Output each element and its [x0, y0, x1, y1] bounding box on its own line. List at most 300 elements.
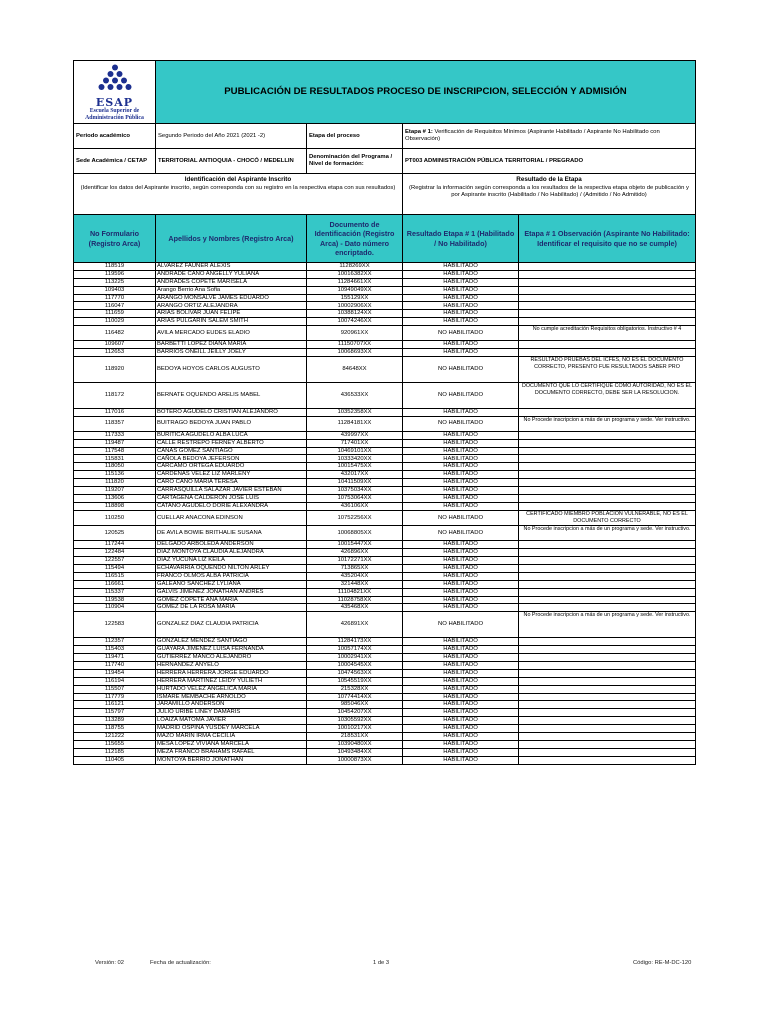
cell-resultado: NO HABILITADO	[403, 356, 519, 382]
cell-observacion	[519, 588, 696, 596]
cell-nombre: CALLE RESTREPO FERNEY ALBERTO	[156, 439, 307, 447]
cell-observacion	[519, 471, 696, 479]
cell-observacion: No Procede inscripcion a más de un programa y sede. Ver instructivo.	[519, 416, 696, 431]
table-row	[74, 541, 696, 549]
cell-documento: 10545519XX	[307, 677, 403, 685]
table-row	[74, 669, 696, 677]
cell-nombre: BURITICA AGUDELO ALBA LUCA	[156, 431, 307, 439]
cell-nombre: GOMEZ COPETE ANA MARIA	[156, 596, 307, 604]
table-row	[74, 356, 696, 382]
cell-documento: 920961XX	[307, 326, 403, 341]
cell-nombre: FRANCO OLMOS ALBA PATRICIA	[156, 572, 307, 580]
table-row	[74, 654, 696, 662]
cell-nombre: ECHAVARRIA OQUENDO NILTON ARLEY	[156, 564, 307, 572]
cell-documento: 10016382XX	[307, 270, 403, 278]
cell-observacion	[519, 604, 696, 612]
cell-resultado: HABILITADO	[403, 661, 519, 669]
cell-resultado: HABILITADO	[403, 733, 519, 741]
cell-formulario: 111659	[74, 310, 156, 318]
cell-observacion: No Procede inscripcion a más de un programa y sede. Ver instructivo.	[519, 526, 696, 541]
cell-documento: 11104821XX	[307, 588, 403, 596]
table-row	[74, 326, 696, 341]
cell-nombre: ANDRADE CANO ANGELLY YULIANA	[156, 270, 307, 278]
cell-formulario: 112357	[74, 638, 156, 646]
table-row	[74, 439, 696, 447]
cell-resultado: HABILITADO	[403, 596, 519, 604]
cell-nombre: JARAMILLO ANDERSON	[156, 701, 307, 709]
cell-resultado: HABILITADO	[403, 318, 519, 326]
table-row	[74, 557, 696, 565]
cell-observacion	[519, 557, 696, 565]
cell-observacion: DOCUMENTO QUE LO CERTIFIQUE COMO AUTORIDAD, NO ES EL DOCUMENTO CORRECTO, DEBE SER LA RESOLUCION.	[519, 382, 696, 408]
footer-version: Versión: 02	[95, 960, 125, 966]
cell-observacion	[519, 455, 696, 463]
table-row	[74, 717, 696, 725]
cell-resultado: HABILITADO	[403, 431, 519, 439]
table-row	[74, 502, 696, 510]
cell-observacion	[519, 286, 696, 294]
cell-nombre: GONZALEZ MENDEZ SANTIAGO	[156, 638, 307, 646]
cell-observacion	[519, 302, 696, 310]
cell-documento: 10752256XX	[307, 510, 403, 526]
cell-formulario: 118898	[74, 502, 156, 510]
cell-documento: 10015447XX	[307, 541, 403, 549]
cell-formulario: 116515	[74, 572, 156, 580]
cell-resultado: HABILITADO	[403, 604, 519, 612]
cell-documento: 435204XX	[307, 572, 403, 580]
cell-resultado: HABILITADO	[403, 638, 519, 646]
cell-observacion	[519, 431, 696, 439]
cell-nombre: AVILA MERCADO EUDES ELADIO	[156, 326, 307, 341]
cell-formulario: 110250	[74, 510, 156, 526]
page-title: PUBLICACIÓN DE RESULTADOS PROCESO DE INSCRIPCION, SELECCIÓN Y ADMISIÓN	[156, 61, 696, 124]
cell-formulario: 115136	[74, 471, 156, 479]
cell-nombre: CAÑAS GOMEZ SANTIAGO	[156, 447, 307, 455]
cell-formulario: 118755	[74, 725, 156, 733]
cell-observacion	[519, 349, 696, 357]
footer-codigo: Código: RE-M-DC-120	[633, 960, 692, 966]
table-row	[74, 756, 696, 764]
table-row	[74, 263, 696, 271]
section-resultado	[403, 174, 696, 215]
cell-resultado: HABILITADO	[403, 263, 519, 271]
cell-formulario: 117770	[74, 294, 156, 302]
cell-documento: 432017XX	[307, 471, 403, 479]
cell-documento: 10015475XX	[307, 463, 403, 471]
etapa-text: Verificación de Requisitos Mínimos (Aspirante Habilitado / Aspirante No Habilitado con Observación)	[405, 129, 660, 142]
cell-nombre: ARIAS PULGARIN SALEM SMITH	[156, 318, 307, 326]
cell-resultado: HABILITADO	[403, 701, 519, 709]
cell-resultado: HABILITADO	[403, 557, 519, 565]
cell-formulario: 118172	[74, 382, 156, 408]
cell-nombre: MESA LOPEZ VIVIANA MARCELA	[156, 740, 307, 748]
sede-value: TERRITORIAL ANTIOQUIA - CHOCÓ / MEDELLIN	[156, 149, 307, 174]
cell-formulario: 115831	[74, 455, 156, 463]
cell-resultado: HABILITADO	[403, 588, 519, 596]
cell-resultado: HABILITADO	[403, 471, 519, 479]
cell-formulario: 118357	[74, 416, 156, 431]
cell-formulario: 119454	[74, 669, 156, 677]
cell-documento: 10172271XX	[307, 557, 403, 565]
table-row	[74, 431, 696, 439]
cell-nombre: CATAÑO AGUDELO DORIE ALEXANDRA	[156, 502, 307, 510]
logo-line2: Administración Pública	[85, 114, 144, 121]
cell-documento: 10305592XX	[307, 717, 403, 725]
column-header-documento: Documento de Identificación (Registro Arca) - Dato número encriptado.	[307, 215, 403, 263]
cell-nombre: BOTERO AGUDELO CRISTIAN ALEJANDRO	[156, 408, 307, 416]
section-identificacion-desc: (Identificar los datos del Aspirante inscrito, según corresponda con su registro en la respectiva etapa con sus resultados)	[80, 185, 396, 192]
cell-observacion	[519, 756, 696, 764]
table-row	[74, 661, 696, 669]
cell-observacion	[519, 318, 696, 326]
cell-formulario: 110405	[74, 756, 156, 764]
cell-resultado: HABILITADO	[403, 564, 519, 572]
cell-formulario: 117244	[74, 541, 156, 549]
cell-documento: 10949049XX	[307, 286, 403, 294]
cell-formulario: 117548	[74, 447, 156, 455]
table-row	[74, 310, 696, 318]
cell-observacion	[519, 580, 696, 588]
cell-documento: 321448XX	[307, 580, 403, 588]
cell-resultado: HABILITADO	[403, 455, 519, 463]
table-row	[74, 685, 696, 693]
cell-documento: 10352358XX	[307, 408, 403, 416]
cell-documento: 84648XX	[307, 356, 403, 382]
cell-nombre: ALVAREZ FAUNER ALEXIS	[156, 263, 307, 271]
cell-documento: 10388124XX	[307, 310, 403, 318]
cell-nombre: HERRERA HERRERA JORGE EDUARDO	[156, 669, 307, 677]
table-row	[74, 479, 696, 487]
section-resultado-desc: (Registrar la información según corresponda a los resultados de la respectiva etapa objeto de publicación y por Aspirante inscrito (Habilitado / No Habilitado) / (Admitido / No Admitido)	[409, 185, 689, 199]
cell-formulario: 117016	[74, 408, 156, 416]
cell-documento: 10010217XX	[307, 725, 403, 733]
cell-observacion	[519, 310, 696, 318]
cell-nombre: DIAZ YUCUNA LIZ KEILA	[156, 557, 307, 565]
cell-nombre: GALEANO SÁNCHEZ LYLIANA	[156, 580, 307, 588]
cell-nombre: BERNATE OQUENDO ARELIS MABEL	[156, 382, 307, 408]
cell-observacion	[519, 341, 696, 349]
cell-observacion	[519, 487, 696, 495]
cell-resultado: HABILITADO	[403, 302, 519, 310]
sede-label: Sede Académica / CETAP	[74, 149, 156, 174]
cell-formulario: 119207	[74, 487, 156, 495]
table-row	[74, 701, 696, 709]
cell-observacion	[519, 646, 696, 654]
cell-documento: 10390480XX	[307, 740, 403, 748]
column-header-resultado: Resultado Etapa # 1 (Habilitado / No Habilitado)	[403, 215, 519, 263]
cell-resultado: HABILITADO	[403, 717, 519, 725]
cell-resultado: NO HABILITADO	[403, 510, 519, 526]
cell-nombre: CARTAGENA CALDERON JOSE LUIS	[156, 494, 307, 502]
cell-observacion	[519, 677, 696, 685]
cell-nombre: MAZO MARIN IRMA CECILIA	[156, 733, 307, 741]
cell-resultado: HABILITADO	[403, 677, 519, 685]
cell-nombre: BEDOYA HOYOS CARLOS AUGUSTO	[156, 356, 307, 382]
cell-resultado: NO HABILITADO	[403, 326, 519, 341]
section-identificacion	[74, 174, 403, 215]
programa-value: PT003 ADMINISTRACIÓN PÚBLICA TERRITORIAL / PREGRADO	[403, 149, 696, 174]
cell-nombre: CARO CANO MARIA TERESA	[156, 479, 307, 487]
table-row	[74, 693, 696, 701]
cell-documento: 10004545XX	[307, 661, 403, 669]
table-row	[74, 341, 696, 349]
cell-documento: 426891XX	[307, 612, 403, 638]
cell-documento: 11028758XX	[307, 596, 403, 604]
cell-observacion	[519, 661, 696, 669]
results-table	[73, 60, 696, 765]
table-row	[74, 580, 696, 588]
cell-nombre: DIAZ MONTOYA CLAUDIA ALEJANDRA	[156, 549, 307, 557]
cell-observacion	[519, 638, 696, 646]
cell-observacion	[519, 701, 696, 709]
cell-documento: 10774414XX	[307, 693, 403, 701]
table-row	[74, 748, 696, 756]
cell-nombre: DELGADO ARBOLEDA ANDERSON	[156, 541, 307, 549]
cell-resultado: HABILITADO	[403, 756, 519, 764]
cell-documento: 10333420XX	[307, 455, 403, 463]
cell-nombre: BARRIOS ONEILL JEILLY JOELY	[156, 349, 307, 357]
cell-documento: 439997XX	[307, 431, 403, 439]
cell-observacion	[519, 447, 696, 455]
cell-formulario: 117333	[74, 431, 156, 439]
cell-resultado: HABILITADO	[403, 294, 519, 302]
cell-observacion	[519, 294, 696, 302]
table-row	[74, 302, 696, 310]
table-row	[74, 294, 696, 302]
cell-nombre: CARDENAS VELEZ LIZ MARLENY	[156, 471, 307, 479]
cell-observacion	[519, 596, 696, 604]
programa-label: Denominación del Programa / Nivel de formación:	[307, 149, 403, 174]
cell-documento: 10068805XX	[307, 526, 403, 541]
table-body	[74, 263, 696, 765]
cell-formulario: 122484	[74, 549, 156, 557]
cell-formulario: 110029	[74, 318, 156, 326]
cell-formulario: 116661	[74, 580, 156, 588]
table-row	[74, 646, 696, 654]
cell-resultado: HABILITADO	[403, 310, 519, 318]
cell-observacion: No Procede inscripcion a más de un programa y sede. Ver instructivo.	[519, 612, 696, 638]
cell-resultado: HABILITADO	[403, 725, 519, 733]
cell-observacion	[519, 278, 696, 286]
cell-nombre: CARRASQUILLA SALAZAR JAVIER ESTEBAN	[156, 487, 307, 495]
cell-observacion	[519, 408, 696, 416]
table-row	[74, 549, 696, 557]
cell-documento: 11284181XX	[307, 416, 403, 431]
cell-formulario: 117779	[74, 693, 156, 701]
cell-formulario: 112185	[74, 748, 156, 756]
cell-observacion	[519, 748, 696, 756]
cell-resultado: HABILITADO	[403, 494, 519, 502]
cell-formulario: 116121	[74, 701, 156, 709]
table-row	[74, 572, 696, 580]
cell-observacion	[519, 572, 696, 580]
logo-acronym: ESAP	[95, 96, 134, 110]
cell-resultado: HABILITADO	[403, 740, 519, 748]
cell-formulario: 119487	[74, 439, 156, 447]
cell-documento: 1128269XX	[307, 263, 403, 271]
table-row	[74, 286, 696, 294]
cell-formulario: 121222	[74, 733, 156, 741]
table-row	[74, 526, 696, 541]
etapa-prefix: Etapa # 1:	[405, 129, 433, 136]
cell-formulario: 109403	[74, 286, 156, 294]
table-row	[74, 638, 696, 646]
cell-formulario: 113289	[74, 717, 156, 725]
cell-formulario: 116047	[74, 302, 156, 310]
cell-documento: 10411509XX	[307, 479, 403, 487]
cell-observacion	[519, 270, 696, 278]
cell-documento: 985046XX	[307, 701, 403, 709]
cell-resultado: NO HABILITADO	[403, 382, 519, 408]
table-row	[74, 471, 696, 479]
cell-formulario: 116194	[74, 677, 156, 685]
cell-formulario: 119596	[74, 270, 156, 278]
cell-formulario: 115337	[74, 588, 156, 596]
cell-resultado: HABILITADO	[403, 487, 519, 495]
cell-documento: 435468XX	[307, 604, 403, 612]
cell-nombre: HURTADO VELEZ ANGELICA MARIA	[156, 685, 307, 693]
cell-observacion	[519, 740, 696, 748]
cell-formulario: 116482	[74, 326, 156, 341]
cell-resultado: HABILITADO	[403, 502, 519, 510]
cell-documento: 11150707XX	[307, 341, 403, 349]
etapa-label: Etapa del proceso	[307, 124, 403, 149]
cell-documento: 717401XX	[307, 439, 403, 447]
cell-resultado: HABILITADO	[403, 580, 519, 588]
section-resultado-title: Resultado de la Etapa	[516, 176, 582, 183]
cell-observacion	[519, 693, 696, 701]
cell-observacion: CERTIFICADO MIEMBRO POBLACIÓN VULNERABLE, NO ES EL DOCUMENTO CORRECTO	[519, 510, 696, 526]
cell-formulario: 112653	[74, 349, 156, 357]
cell-resultado: HABILITADO	[403, 278, 519, 286]
cell-observacion	[519, 717, 696, 725]
cell-observacion	[519, 669, 696, 677]
cell-resultado: HABILITADO	[403, 286, 519, 294]
cell-observacion	[519, 463, 696, 471]
cell-nombre: HERNANDEZ ANYELO	[156, 661, 307, 669]
cell-nombre: MONTOYA BERRIO JONATHAN	[156, 756, 307, 764]
cell-formulario: 122557	[74, 557, 156, 565]
cell-observacion	[519, 725, 696, 733]
cell-nombre: CUELLAR ANACONA EDINSON	[156, 510, 307, 526]
cell-observacion	[519, 263, 696, 271]
cell-resultado: NO HABILITADO	[403, 416, 519, 431]
cell-resultado: HABILITADO	[403, 439, 519, 447]
cell-formulario: 118050	[74, 463, 156, 471]
cell-documento: 10375034XX	[307, 487, 403, 495]
cell-resultado: HABILITADO	[403, 270, 519, 278]
cell-resultado: HABILITADO	[403, 654, 519, 662]
cell-nombre: ARIAS BOLIVAR JUAN FELIPE	[156, 310, 307, 318]
esap-logo-icon	[93, 64, 137, 94]
cell-resultado: HABILITADO	[403, 669, 519, 677]
table-row	[74, 604, 696, 612]
cell-formulario: 118920	[74, 356, 156, 382]
table-row	[74, 564, 696, 572]
cell-nombre: Arango Berrio Ana Sofia	[156, 286, 307, 294]
column-header-formulario: No Formulario (Registro Arca)	[74, 215, 156, 263]
cell-observacion	[519, 564, 696, 572]
cell-nombre: ANDRADES COPETE MARISELA	[156, 278, 307, 286]
cell-resultado: HABILITADO	[403, 572, 519, 580]
table-row	[74, 463, 696, 471]
cell-observacion	[519, 439, 696, 447]
cell-resultado: HABILITADO	[403, 685, 519, 693]
section-identificacion-title: Identificación del Aspirante Inscrito	[184, 176, 292, 183]
cell-nombre: GALVIS JIMENEZ JONATHAN ANDRES	[156, 588, 307, 596]
cell-observacion	[519, 709, 696, 717]
cell-resultado: HABILITADO	[403, 341, 519, 349]
cell-observacion	[519, 549, 696, 557]
cell-resultado: HABILITADO	[403, 349, 519, 357]
cell-nombre: DE AVILA BOWIE BRITHALIE SUSANA	[156, 526, 307, 541]
cell-documento: 10002906XX	[307, 302, 403, 310]
cell-nombre: JULIO URIBE LINEY DAMARIS	[156, 709, 307, 717]
cell-formulario: 115655	[74, 740, 156, 748]
periodo-label: Periodo académico	[74, 124, 156, 149]
cell-nombre: CAÑOLA BEDOYA JEFERSON	[156, 455, 307, 463]
table-row	[74, 270, 696, 278]
cell-observacion	[519, 494, 696, 502]
footer-fecha: Fecha de actualización:	[150, 960, 211, 966]
cell-resultado: HABILITADO	[403, 693, 519, 701]
cell-nombre: GUAYARA JIMENEZ LUISA FERNANDA	[156, 646, 307, 654]
cell-formulario: 113225	[74, 278, 156, 286]
cell-observacion	[519, 685, 696, 693]
cell-nombre: ARANGO ORTIZ ALEJANDRA	[156, 302, 307, 310]
cell-resultado: HABILITADO	[403, 549, 519, 557]
cell-documento: 10068693XX	[307, 349, 403, 357]
cell-nombre: GÓMEZ DE LA ROSA MARIA	[156, 604, 307, 612]
cell-nombre: BARBETTI LOPEZ DIANA MARIA	[156, 341, 307, 349]
cell-documento: 218531XX	[307, 733, 403, 741]
cell-documento: 10074246XX	[307, 318, 403, 326]
cell-resultado: HABILITADO	[403, 748, 519, 756]
table-row	[74, 382, 696, 408]
table-row	[74, 510, 696, 526]
cell-documento: 426896XX	[307, 549, 403, 557]
column-header-nombres: Apellidos y Nombres (Registro Arca)	[156, 215, 307, 263]
cell-formulario: 115507	[74, 685, 156, 693]
cell-formulario: 120525	[74, 526, 156, 541]
cell-documento: 10469101XX	[307, 447, 403, 455]
cell-documento: 10454207XX	[307, 709, 403, 717]
cell-resultado: NO HABILITADO	[403, 526, 519, 541]
cell-nombre: CARCAMO ORTEGA EDUARDO	[156, 463, 307, 471]
cell-nombre: ISMARE MEMBACHE ARNOLDO	[156, 693, 307, 701]
table-row	[74, 725, 696, 733]
cell-resultado: HABILITADO	[403, 541, 519, 549]
cell-formulario: 110904	[74, 604, 156, 612]
cell-documento: 713865XX	[307, 564, 403, 572]
table-row	[74, 487, 696, 495]
cell-formulario: 115403	[74, 646, 156, 654]
cell-documento: 10753064XX	[307, 494, 403, 502]
cell-documento: 155129XX	[307, 294, 403, 302]
cell-formulario: 115494	[74, 564, 156, 572]
cell-formulario: 109607	[74, 341, 156, 349]
cell-observacion: No cumple acreditación Requisitos obligatorios. Instructivo # 4	[519, 326, 696, 341]
cell-resultado: HABILITADO	[403, 408, 519, 416]
table-row	[74, 677, 696, 685]
cell-resultado: HABILITADO	[403, 447, 519, 455]
cell-documento: 11284173XX	[307, 638, 403, 646]
table-row	[74, 596, 696, 604]
cell-documento: 215328XX	[307, 685, 403, 693]
table-row	[74, 709, 696, 717]
cell-nombre: GUTIERREZ MANCO ALEJANDRO	[156, 654, 307, 662]
cell-formulario: 118519	[74, 263, 156, 271]
